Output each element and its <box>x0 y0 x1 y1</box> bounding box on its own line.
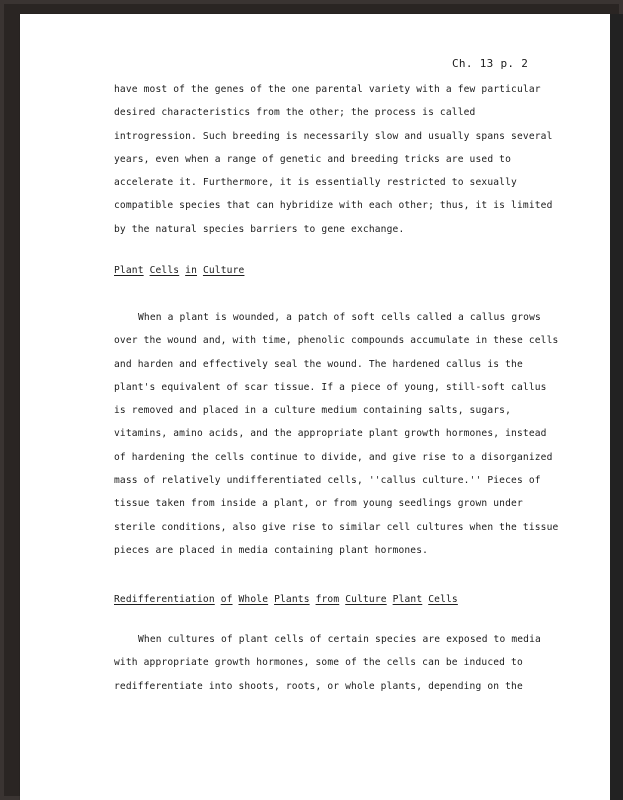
heading-word: Cells <box>428 594 458 605</box>
paragraph-2 <box>114 306 559 562</box>
paragraph-3 <box>114 628 554 698</box>
text-line: mass of relatively undifferentiated cells, ''callus culture.'' Pieces of <box>114 475 541 487</box>
text-line: of hardening the cells continue to divide, and give rise to a disorganized <box>114 451 553 463</box>
heading-word: Plants <box>274 594 310 605</box>
text-line: compatible species that can hybridize with each other; thus, it is limited <box>114 200 553 212</box>
text-line: When a plant is wounded, a patch of soft cells called a callus grows <box>138 312 541 323</box>
heading-word: Plant <box>392 594 423 605</box>
paragraph-1 <box>114 78 554 241</box>
text-line: redifferentiate into shoots, roots, or whole plants, depending on the <box>114 680 523 692</box>
scan-edge-strip <box>610 14 623 800</box>
text-line: and harden and effectively seal the wound. The hardened callus is the <box>114 358 523 370</box>
text-line: over the wound and, with time, phenolic compounds accumulate in these cells <box>114 335 559 347</box>
text-line: desired characteristics from the other; the process is called <box>114 107 476 119</box>
heading-word: Whole <box>238 594 269 605</box>
page-header: Ch. 13 p. 2 <box>452 57 529 70</box>
text-line: tissue taken from inside a plant, or from young seedlings grown under <box>114 498 523 510</box>
text-line: with appropriate growth hormones, some of the cells can be induced to <box>114 657 523 669</box>
text-line: pieces are placed in media containing plant hormones. <box>114 544 429 556</box>
text-line: by the natural species barriers to gene exchange. <box>114 223 405 235</box>
heading-word: Culture <box>202 265 245 276</box>
heading-word: in <box>185 265 198 276</box>
heading-word: Plant <box>114 265 144 276</box>
section-heading-plant-cells <box>114 265 244 276</box>
text-line: vitamins, amino acids, and the appropriate plant growth hormones, instead <box>114 428 547 440</box>
heading-word: from <box>315 594 340 605</box>
text-line: introgression. Such breeding is necessarily slow and usually spans several <box>114 130 553 142</box>
text-line: accelerate it. Furthermore, it is essentially restricted to sexually <box>114 177 517 189</box>
heading-word: Culture <box>345 594 387 605</box>
section-heading-redifferentiation <box>114 594 458 605</box>
text-line: is removed and placed in a culture medium containing salts, sugars, <box>114 405 512 417</box>
heading-word: Cells <box>149 265 180 276</box>
heading-word: Redifferentiation <box>114 594 215 605</box>
text-line: plant's equivalent of scar tissue. If a piece of young, still-soft callus <box>114 381 547 393</box>
text-line: When cultures of plant cells of certain species are exposed to media <box>138 634 541 645</box>
heading-word: of <box>220 594 233 605</box>
text-line: have most of the genes of the one parental variety with a few particular <box>114 84 541 95</box>
text-line: years, even when a range of genetic and breeding tricks are used to <box>114 153 512 165</box>
text-line: sterile conditions, also give rise to similar cell cultures when the tissue <box>114 521 559 533</box>
